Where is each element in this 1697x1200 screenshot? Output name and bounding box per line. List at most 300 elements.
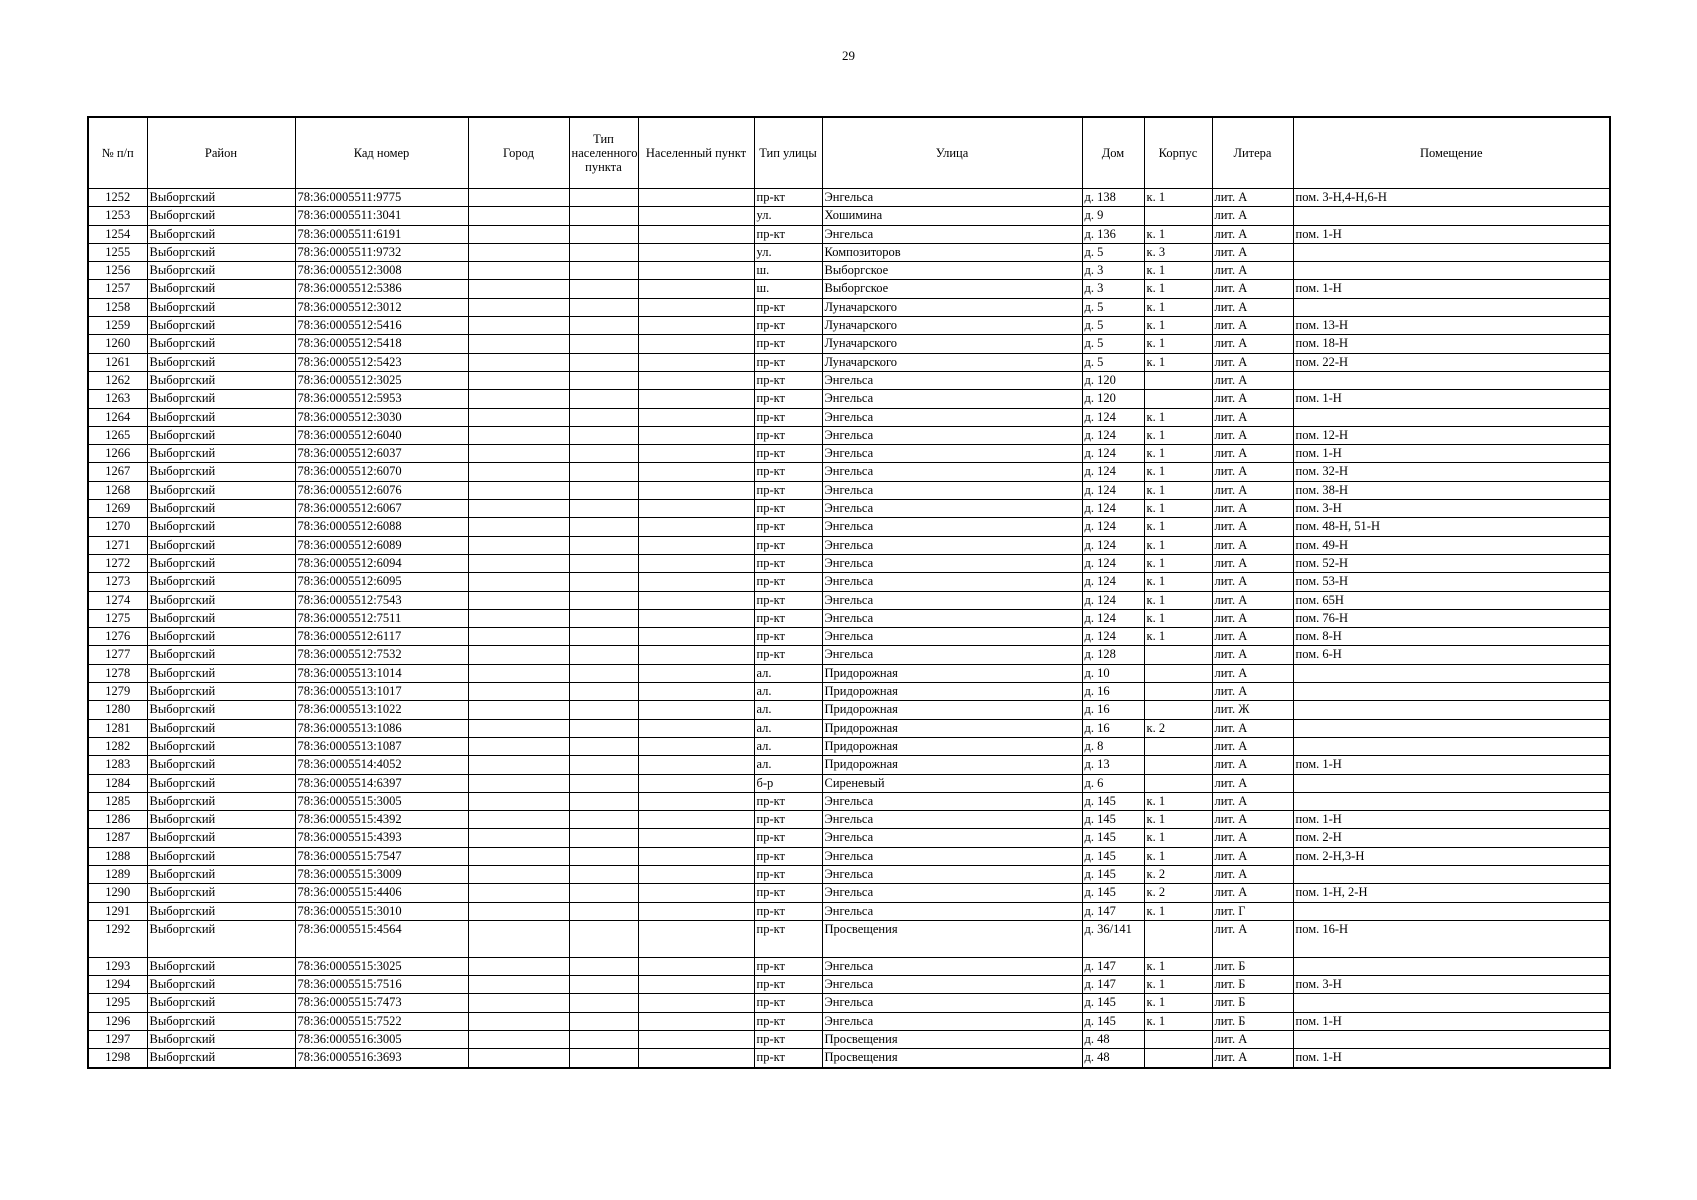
cell-city <box>468 719 569 737</box>
cell-settlement-type <box>569 829 638 847</box>
cell-house: д. 124 <box>1082 573 1144 591</box>
cell-cadastral-number: 78:36:0005515:3025 <box>295 957 468 975</box>
cell-letter: лит. А <box>1212 298 1293 316</box>
cell-street: Выборгское <box>822 262 1082 280</box>
cell-building: к. 1 <box>1144 1012 1212 1030</box>
cell-letter: лит. А <box>1212 463 1293 481</box>
cell-premises <box>1293 207 1610 225</box>
cell-letter: лит. А <box>1212 609 1293 627</box>
cell-settlement <box>638 207 754 225</box>
cell-street-type: пр-кт <box>754 865 822 883</box>
cell-premises: пом. 1-Н <box>1293 445 1610 463</box>
cell-cadastral-number: 78:36:0005512:6094 <box>295 554 468 572</box>
table-row <box>88 664 1610 682</box>
cell-settlement <box>638 628 754 646</box>
table-row <box>88 298 1610 316</box>
cell-cadastral-number: 78:36:0005515:4392 <box>295 811 468 829</box>
cell-building: к. 1 <box>1144 811 1212 829</box>
table-row <box>88 390 1610 408</box>
header-cell-cadastral-number: Кад номер <box>295 117 468 189</box>
cell-street: Энгельса <box>822 481 1082 499</box>
cell-district: Выборгский <box>147 500 295 518</box>
cell-district: Выборгский <box>147 262 295 280</box>
cell-district: Выборгский <box>147 811 295 829</box>
cell-district: Выборгский <box>147 518 295 536</box>
cell-premises <box>1293 701 1610 719</box>
cell-settlement <box>638 390 754 408</box>
cell-street-type: ал. <box>754 664 822 682</box>
cell-city <box>468 664 569 682</box>
cell-premises: пом. 48-Н, 51-Н <box>1293 518 1610 536</box>
cell-building <box>1144 1031 1212 1049</box>
cell-number: 1256 <box>88 262 147 280</box>
cell-house: д. 136 <box>1082 225 1144 243</box>
cell-house: д. 48 <box>1082 1049 1144 1068</box>
cell-settlement-type <box>569 518 638 536</box>
cell-letter: лит. А <box>1212 536 1293 554</box>
cell-settlement <box>638 1012 754 1030</box>
cell-settlement-type <box>569 189 638 207</box>
cell-letter: лит. А <box>1212 317 1293 335</box>
cell-settlement-type <box>569 902 638 920</box>
cell-settlement-type <box>569 811 638 829</box>
cell-street-type: пр-кт <box>754 920 822 957</box>
table-row <box>88 609 1610 627</box>
cell-letter: лит. Б <box>1212 994 1293 1012</box>
cell-street-type: пр-кт <box>754 500 822 518</box>
cell-city <box>468 554 569 572</box>
cell-district: Выборгский <box>147 847 295 865</box>
cell-cadastral-number: 78:36:0005516:3005 <box>295 1031 468 1049</box>
cell-building <box>1144 737 1212 755</box>
cell-building: к. 1 <box>1144 445 1212 463</box>
cell-district: Выборгский <box>147 774 295 792</box>
cell-building: к. 1 <box>1144 408 1212 426</box>
cell-building: к. 1 <box>1144 353 1212 371</box>
cell-settlement <box>638 353 754 371</box>
cell-cadastral-number: 78:36:0005515:3009 <box>295 865 468 883</box>
cell-street-type: пр-кт <box>754 609 822 627</box>
header-cell-street-type: Тип улицы <box>754 117 822 189</box>
cell-street: Хошимина <box>822 207 1082 225</box>
cell-district: Выборгский <box>147 884 295 902</box>
cell-district: Выборгский <box>147 976 295 994</box>
cell-house: д. 5 <box>1082 298 1144 316</box>
table-row <box>88 994 1610 1012</box>
cell-street: Энгельса <box>822 426 1082 444</box>
cell-cadastral-number: 78:36:0005515:7473 <box>295 994 468 1012</box>
cell-house: д. 145 <box>1082 792 1144 810</box>
cell-city <box>468 591 569 609</box>
cell-building <box>1144 701 1212 719</box>
cell-street-type: пр-кт <box>754 591 822 609</box>
cell-street-type: пр-кт <box>754 646 822 664</box>
cell-building: к. 1 <box>1144 298 1212 316</box>
cell-settlement-type <box>569 774 638 792</box>
cell-district: Выборгский <box>147 189 295 207</box>
cell-settlement-type <box>569 628 638 646</box>
cell-cadastral-number: 78:36:0005512:6095 <box>295 573 468 591</box>
cell-street: Энгельса <box>822 573 1082 591</box>
cell-building: к. 1 <box>1144 847 1212 865</box>
cell-letter: лит. А <box>1212 884 1293 902</box>
cell-city <box>468 536 569 554</box>
cell-building: к. 1 <box>1144 792 1212 810</box>
cell-street: Просвещения <box>822 1049 1082 1068</box>
cell-settlement <box>638 225 754 243</box>
cell-building: к. 2 <box>1144 865 1212 883</box>
table-row <box>88 262 1610 280</box>
cell-number: 1276 <box>88 628 147 646</box>
cell-house: д. 124 <box>1082 628 1144 646</box>
cell-house: д. 147 <box>1082 957 1144 975</box>
cell-street-type: пр-кт <box>754 811 822 829</box>
cell-cadastral-number: 78:36:0005512:6088 <box>295 518 468 536</box>
cell-letter: лит. А <box>1212 737 1293 755</box>
cell-settlement-type <box>569 408 638 426</box>
cell-district: Выборгский <box>147 957 295 975</box>
cell-district: Выборгский <box>147 445 295 463</box>
cell-building: к. 1 <box>1144 554 1212 572</box>
cell-settlement-type <box>569 646 638 664</box>
cell-house: д. 124 <box>1082 481 1144 499</box>
cell-city <box>468 426 569 444</box>
cell-premises: пом. 3-Н <box>1293 976 1610 994</box>
cell-city <box>468 811 569 829</box>
cell-district: Выборгский <box>147 1049 295 1068</box>
cell-house: д. 120 <box>1082 390 1144 408</box>
cell-settlement-type <box>569 756 638 774</box>
cell-premises: пом. 1-Н <box>1293 390 1610 408</box>
cell-settlement <box>638 664 754 682</box>
cell-house: д. 145 <box>1082 994 1144 1012</box>
cell-settlement-type <box>569 573 638 591</box>
cell-district: Выборгский <box>147 701 295 719</box>
header-cell-street: Улица <box>822 117 1082 189</box>
cell-house: д. 124 <box>1082 591 1144 609</box>
table-row <box>88 811 1610 829</box>
cell-premises: пом. 52-Н <box>1293 554 1610 572</box>
cell-settlement-type <box>569 1012 638 1030</box>
cell-district: Выборгский <box>147 243 295 261</box>
table-row <box>88 500 1610 518</box>
cell-building: к. 1 <box>1144 481 1212 499</box>
cell-number: 1278 <box>88 664 147 682</box>
cell-house: д. 124 <box>1082 518 1144 536</box>
cell-cadastral-number: 78:36:0005515:3005 <box>295 792 468 810</box>
cell-settlement-type <box>569 243 638 261</box>
cell-street-type: пр-кт <box>754 189 822 207</box>
cell-premises: пом. 53-Н <box>1293 573 1610 591</box>
cell-cadastral-number: 78:36:0005515:4406 <box>295 884 468 902</box>
cell-premises <box>1293 1031 1610 1049</box>
cell-city <box>468 865 569 883</box>
cell-street-type: пр-кт <box>754 518 822 536</box>
cell-house: д. 124 <box>1082 463 1144 481</box>
cell-premises: пом. 2-Н,3-Н <box>1293 847 1610 865</box>
cell-house: д. 124 <box>1082 500 1144 518</box>
cell-street: Энгельса <box>822 518 1082 536</box>
cell-premises: пом. 1-Н <box>1293 225 1610 243</box>
cell-letter: лит. А <box>1212 408 1293 426</box>
cell-number: 1252 <box>88 189 147 207</box>
cell-district: Выборгский <box>147 756 295 774</box>
cell-settlement <box>638 591 754 609</box>
table-row <box>88 353 1610 371</box>
cell-cadastral-number: 78:36:0005512:6040 <box>295 426 468 444</box>
cell-cadastral-number: 78:36:0005512:5418 <box>295 335 468 353</box>
cell-letter: лит. А <box>1212 591 1293 609</box>
cell-district: Выборгский <box>147 280 295 298</box>
cell-settlement <box>638 280 754 298</box>
cell-letter: лит. А <box>1212 243 1293 261</box>
table-row <box>88 1031 1610 1049</box>
cell-settlement-type <box>569 683 638 701</box>
cell-building <box>1144 683 1212 701</box>
cell-letter: лит. А <box>1212 829 1293 847</box>
cell-cadastral-number: 78:36:0005512:7532 <box>295 646 468 664</box>
cell-settlement <box>638 243 754 261</box>
cell-cadastral-number: 78:36:0005515:7547 <box>295 847 468 865</box>
cell-number: 1282 <box>88 737 147 755</box>
cell-settlement <box>638 445 754 463</box>
cell-settlement-type <box>569 445 638 463</box>
cell-city <box>468 737 569 755</box>
cell-street-type: пр-кт <box>754 1049 822 1068</box>
cell-number: 1259 <box>88 317 147 335</box>
cell-premises: пом. 1-Н <box>1293 280 1610 298</box>
cell-settlement <box>638 189 754 207</box>
cell-settlement-type <box>569 225 638 243</box>
cell-number: 1288 <box>88 847 147 865</box>
cell-settlement-type <box>569 317 638 335</box>
cell-street-type: пр-кт <box>754 847 822 865</box>
header-cell-settlement-type: Тип населенного пункта <box>569 117 638 189</box>
cell-house: д. 5 <box>1082 243 1144 261</box>
header-cell-settlement: Населенный пункт <box>638 117 754 189</box>
cell-settlement-type <box>569 554 638 572</box>
cell-city <box>468 463 569 481</box>
cell-street-type: ал. <box>754 683 822 701</box>
header-cell-premises: Помещение <box>1293 117 1610 189</box>
cell-letter: лит. А <box>1212 756 1293 774</box>
cell-building <box>1144 390 1212 408</box>
cell-letter: лит. А <box>1212 262 1293 280</box>
cell-settlement-type <box>569 1031 638 1049</box>
cell-number: 1295 <box>88 994 147 1012</box>
cell-street: Энгельса <box>822 811 1082 829</box>
cell-number: 1296 <box>88 1012 147 1030</box>
cell-building: к. 1 <box>1144 994 1212 1012</box>
cell-house: д. 16 <box>1082 683 1144 701</box>
cell-cadastral-number: 78:36:0005512:6117 <box>295 628 468 646</box>
cell-cadastral-number: 78:36:0005512:5416 <box>295 317 468 335</box>
table-row <box>88 701 1610 719</box>
cell-district: Выборгский <box>147 298 295 316</box>
cell-letter: лит. А <box>1212 646 1293 664</box>
table-row <box>88 719 1610 737</box>
property-registry-table <box>87 116 1611 1069</box>
cell-house: д. 145 <box>1082 829 1144 847</box>
cell-settlement-type <box>569 1049 638 1068</box>
cell-settlement <box>638 1031 754 1049</box>
cell-letter: лит. А <box>1212 774 1293 792</box>
cell-settlement <box>638 518 754 536</box>
cell-letter: лит. А <box>1212 225 1293 243</box>
cell-settlement-type <box>569 920 638 957</box>
cell-house: д. 145 <box>1082 1012 1144 1030</box>
table-row <box>88 280 1610 298</box>
cell-city <box>468 573 569 591</box>
cell-number: 1269 <box>88 500 147 518</box>
cell-number: 1291 <box>88 902 147 920</box>
cell-street-type: пр-кт <box>754 390 822 408</box>
cell-premises <box>1293 774 1610 792</box>
cell-street: Луначарского <box>822 353 1082 371</box>
cell-district: Выборгский <box>147 1012 295 1030</box>
cell-city <box>468 317 569 335</box>
cell-number: 1262 <box>88 371 147 389</box>
cell-street-type: пр-кт <box>754 884 822 902</box>
cell-premises: пом. 3-Н <box>1293 500 1610 518</box>
cell-number: 1275 <box>88 609 147 627</box>
cell-building: к. 1 <box>1144 976 1212 994</box>
cell-city <box>468 262 569 280</box>
cell-street-type: пр-кт <box>754 573 822 591</box>
table-row <box>88 920 1610 957</box>
cell-street: Энгельса <box>822 554 1082 572</box>
cell-settlement-type <box>569 591 638 609</box>
cell-number: 1284 <box>88 774 147 792</box>
table-row <box>88 189 1610 207</box>
cell-cadastral-number: 78:36:0005515:4564 <box>295 920 468 957</box>
cell-house: д. 16 <box>1082 719 1144 737</box>
cell-cadastral-number: 78:36:0005512:7543 <box>295 591 468 609</box>
cell-district: Выборгский <box>147 683 295 701</box>
cell-street: Энгельса <box>822 536 1082 554</box>
cell-street: Энгельса <box>822 1012 1082 1030</box>
cell-street: Энгельса <box>822 994 1082 1012</box>
cell-premises: пом. 38-Н <box>1293 481 1610 499</box>
header-cell-city: Город <box>468 117 569 189</box>
cell-street-type: ал. <box>754 719 822 737</box>
cell-street: Луначарского <box>822 335 1082 353</box>
cell-premises: пом. 65Н <box>1293 591 1610 609</box>
cell-city <box>468 371 569 389</box>
cell-city <box>468 445 569 463</box>
header-cell-district: Район <box>147 117 295 189</box>
cell-cadastral-number: 78:36:0005515:7522 <box>295 1012 468 1030</box>
cell-settlement-type <box>569 536 638 554</box>
cell-street-type: пр-кт <box>754 335 822 353</box>
cell-building: к. 1 <box>1144 463 1212 481</box>
cell-district: Выборгский <box>147 792 295 810</box>
cell-house: д. 48 <box>1082 1031 1144 1049</box>
cell-district: Выборгский <box>147 719 295 737</box>
cell-settlement-type <box>569 994 638 1012</box>
cell-settlement <box>638 756 754 774</box>
cell-house: д. 5 <box>1082 335 1144 353</box>
cell-premises: пом. 1-Н <box>1293 1049 1610 1068</box>
cell-street: Придорожная <box>822 701 1082 719</box>
table-row <box>88 683 1610 701</box>
cell-premises <box>1293 408 1610 426</box>
cell-settlement <box>638 500 754 518</box>
cell-street-type: пр-кт <box>754 353 822 371</box>
cell-district: Выборгский <box>147 994 295 1012</box>
cell-settlement-type <box>569 335 638 353</box>
cell-street-type: ул. <box>754 243 822 261</box>
cell-city <box>468 829 569 847</box>
cell-city <box>468 957 569 975</box>
cell-premises: пом. 16-Н <box>1293 920 1610 957</box>
cell-settlement <box>638 719 754 737</box>
cell-street-type: пр-кт <box>754 628 822 646</box>
cell-city <box>468 353 569 371</box>
cell-settlement <box>638 554 754 572</box>
cell-street: Композиторов <box>822 243 1082 261</box>
cell-street-type: пр-кт <box>754 957 822 975</box>
cell-settlement <box>638 701 754 719</box>
cell-city <box>468 225 569 243</box>
cell-cadastral-number: 78:36:0005516:3693 <box>295 1049 468 1068</box>
table-row <box>88 1049 1610 1068</box>
cell-house: д. 145 <box>1082 865 1144 883</box>
cell-house: д. 145 <box>1082 811 1144 829</box>
cell-building: к. 2 <box>1144 884 1212 902</box>
cell-city <box>468 207 569 225</box>
cell-settlement <box>638 847 754 865</box>
cell-cadastral-number: 78:36:0005515:4393 <box>295 829 468 847</box>
cell-street: Энгельса <box>822 371 1082 389</box>
cell-district: Выборгский <box>147 591 295 609</box>
cell-cadastral-number: 78:36:0005513:1022 <box>295 701 468 719</box>
cell-settlement <box>638 865 754 883</box>
cell-number: 1267 <box>88 463 147 481</box>
cell-house: д. 120 <box>1082 371 1144 389</box>
table-row <box>88 884 1610 902</box>
cell-district: Выборгский <box>147 225 295 243</box>
cell-city <box>468 701 569 719</box>
cell-settlement <box>638 994 754 1012</box>
cell-cadastral-number: 78:36:0005511:6191 <box>295 225 468 243</box>
cell-number: 1265 <box>88 426 147 444</box>
cell-street-type: ш. <box>754 280 822 298</box>
cell-house: д. 124 <box>1082 609 1144 627</box>
cell-district: Выборгский <box>147 408 295 426</box>
header-cell-building: Корпус <box>1144 117 1212 189</box>
cell-building: к. 1 <box>1144 536 1212 554</box>
cell-street-type: пр-кт <box>754 445 822 463</box>
table-row <box>88 335 1610 353</box>
cell-number: 1277 <box>88 646 147 664</box>
table-row <box>88 737 1610 755</box>
cell-letter: лит. А <box>1212 189 1293 207</box>
cell-cadastral-number: 78:36:0005511:9732 <box>295 243 468 261</box>
cell-building: к. 1 <box>1144 500 1212 518</box>
cell-number: 1285 <box>88 792 147 810</box>
cell-city <box>468 920 569 957</box>
cell-settlement-type <box>569 976 638 994</box>
cell-premises <box>1293 957 1610 975</box>
cell-number: 1294 <box>88 976 147 994</box>
cell-premises: пом. 1-Н <box>1293 811 1610 829</box>
cell-letter: лит. А <box>1212 847 1293 865</box>
cell-letter: лит. А <box>1212 500 1293 518</box>
cell-settlement <box>638 335 754 353</box>
cell-street-type: пр-кт <box>754 1012 822 1030</box>
cell-district: Выборгский <box>147 353 295 371</box>
